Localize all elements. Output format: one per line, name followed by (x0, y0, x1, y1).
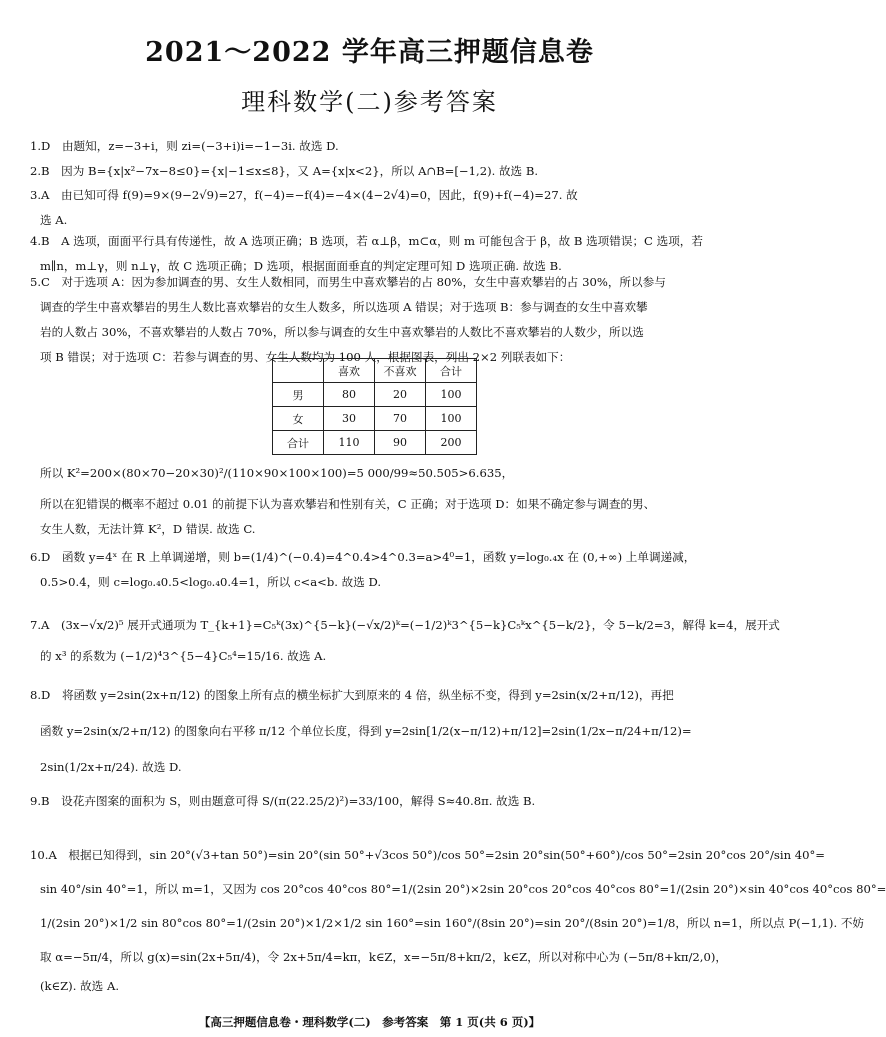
table-header-cell: 合计 (426, 359, 477, 383)
answer-line: 1/(2sin 20°)×1/2 sin 80°cos 80°=1/(2sin 20°)×1/2×1/2 sin 160°=sin 160°/(8sin 20°)=sin 20°/(8sin 20°)=1/8，所以 n=1，所以点 P(−1,1). 不妨 (40, 916, 865, 930)
answer-line: 所以在犯错误的概率不超过 0.01 的前提下认为喜欢攀岩和性别有关，C 正确；对于选项 D：如果不确定参与调查的男、 (40, 497, 656, 511)
answer-line: sin 40°/sin 40°=1，所以 m=1，又因为 cos 20°cos 40°cos 80°=1/(2sin 20°)×2sin 20°cos 20°cos 40°cos 80°=1/(2sin 20°)×sin 40°cos 40°cos 80°= (40, 882, 886, 896)
table-cell: 70 (375, 407, 426, 431)
table-header-row (273, 359, 477, 383)
answer-line: 2sin(1/2x+π/24). 故选 D. (40, 760, 182, 774)
table-row (273, 407, 477, 431)
page-subtitle: 理科数学(二)参考答案 (241, 88, 498, 116)
answer-line: 5.C 对于选项 A：因为参加调查的男、女生人数相同，而男生中喜欢攀岩的占 80%，女生中喜欢攀岩的占 30%，所以参与 (30, 275, 666, 289)
table-cell: 200 (426, 431, 477, 455)
answer-item-9 (30, 786, 715, 816)
table-cell: 30 (324, 407, 375, 431)
contingency-table (272, 358, 477, 455)
answer-item-10 (30, 838, 886, 998)
answer-line: 选 A. (40, 213, 68, 227)
answer-item-7 (30, 606, 780, 669)
page-footer: 【高三押题信息卷・理科数学(二) 参考答案 第 1 页(共 6 页)】 (198, 1015, 541, 1029)
table-row (273, 431, 477, 455)
answer-item-5-conclusion (30, 492, 715, 542)
answer-line: 8.D 将函数 y=2sin(2x+π/12) 的图象上所有点的横坐标扩大到原来的 4 倍，纵坐标不变，得到 y=2sin(x/2+π/12)，再把 (30, 688, 674, 702)
table-cell: 100 (426, 383, 477, 407)
answer-line: 1.D 由题知，z=−3+i，则 zi=(−3+i)i=−1−3i. 故选 D. (30, 139, 339, 153)
table-header-cell: 不喜欢 (375, 359, 426, 383)
answer-line: 函数 y=2sin(x/2+π/12) 的图象向右平移 π/12 个单位长度，得到 y=2sin[1/2(x−π/12)+π/12]=2sin(1/2x−π/24+π/12)= (40, 724, 692, 738)
table-cell: 20 (375, 383, 426, 407)
answer-line: 6.D 函数 y=4ˣ 在 R 上单调递增，则 b=(1/4)^(−0.4)=4^0.4>4^0.3=a>4⁰=1，函数 y=log₀.₄x 在 (0,+∞) 上单调递减， (30, 550, 696, 564)
answer-item-5-k2 (30, 461, 715, 486)
answer-item-1 (30, 134, 715, 159)
table-cell: 110 (324, 431, 375, 455)
answer-line: 岩的人数占 30%，不喜欢攀岩的人数占 70%，所以参与调查的女生中喜欢攀岩的人数比不喜欢攀岩的人数少，所以选 (40, 325, 644, 339)
answer-line: 3.A 由已知可得 f(9)=9×(9−2√9)=27，f(−4)=−f(4)=−4×(4−2√4)=0，因此，f(9)+f(−4)=27. 故 (30, 188, 578, 202)
page-title: 2021～2022 学年高三押题信息卷 (145, 37, 594, 68)
answer-item-6 (30, 545, 715, 595)
answer-line: 女生人数，无法计算 K²，D 错误. 故选 C. (40, 522, 256, 536)
answer-line: (k∈Z). 故选 A. (40, 979, 120, 993)
answer-line: 调查的学生中喜欢攀岩的男生人数比喜欢攀岩的女生人数多，所以选项 A 错误；对于选项 B：参与调查的女生中喜欢攀 (40, 300, 648, 314)
table-cell: 女 (273, 407, 324, 431)
answer-line: 9.B 设花卉图案的面积为 S，则由题意可得 S/(π(22.25/2)²)=33/100，解得 S≈40.8π. 故选 B. (30, 794, 536, 808)
table-header-cell (273, 359, 324, 383)
answer-line: 项 B 错误；对于选项 C：若参与调查的男、女生人数均为 100 人，根据图表，列出 2×2 列联表如下： (40, 350, 571, 364)
answer-line: 的 x³ 的系数为 (−1/2)⁴3^{5−4}C₅⁴=15/16. 故选 A. (40, 649, 327, 663)
answer-item-2 (30, 159, 715, 184)
answer-line: 2.B 因为 B={x|x²−7x−8≤0}={x|−1≤x≤8}，又 A={x|x<2}，所以 A∩B=[−1,2). 故选 B. (30, 164, 539, 178)
table-row (273, 383, 477, 407)
answer-line: 10.A 根据已知得到，sin 20°(√3+tan 50°)=sin 20°(sin 50°+√3cos 50°)/cos 50°=2sin 20°sin(50°+60°)/cos 50°=2sin 20°cos 20°/sin 40°= (30, 848, 825, 862)
answer-line: 4.B A 选项，面面平行具有传递性，故 A 选项正确；B 选项，若 α⊥β，m⊂α，则 m 可能包含于 β，故 B 选项错误；C 选项，若 (30, 234, 703, 248)
table-cell: 100 (426, 407, 477, 431)
table-cell: 90 (375, 431, 426, 455)
answer-item-5 (30, 270, 715, 370)
answer-line: 0.5>0.4，则 c=log₀.₄0.5<log₀.₄0.4=1，所以 c<a<b. 故选 D. (40, 575, 382, 589)
answer-line: 7.A (3x−√x/2)⁵ 展开式通项为 T_{k+1}=C₅ᵏ(3x)^{5−k}(−√x/2)ᵏ=(−1/2)ᵏ3^{5−k}C₅ᵏx^{5−k/2}，令 5−k/2=3，解得 k=4，展开式 (30, 618, 780, 632)
answer-item-8 (30, 677, 715, 785)
table-cell: 合计 (273, 431, 324, 455)
answer-line: m∥n，m⊥γ，则 n⊥γ，故 C 选项正确；D 选项，根据面面垂直的判定定理可知 D 选项正确. 故选 B. (40, 259, 562, 273)
answer-item-3 (30, 183, 715, 233)
table-cell: 80 (324, 383, 375, 407)
table-header-cell: 喜欢 (324, 359, 375, 383)
table-cell: 男 (273, 383, 324, 407)
answer-line: 取 α=−5π/4，所以 g(x)=sin(2x+5π/4)，令 2x+5π/4=kπ，k∈Z，x=−5π/8+kπ/2，k∈Z，所以对称中心为 (−5π/8+kπ/2,0)， (40, 950, 727, 964)
answer-line: 所以 K²=200×(80×70−20×30)²/(110×90×100×100)=5 000/99≈50.505>6.635， (40, 466, 514, 480)
